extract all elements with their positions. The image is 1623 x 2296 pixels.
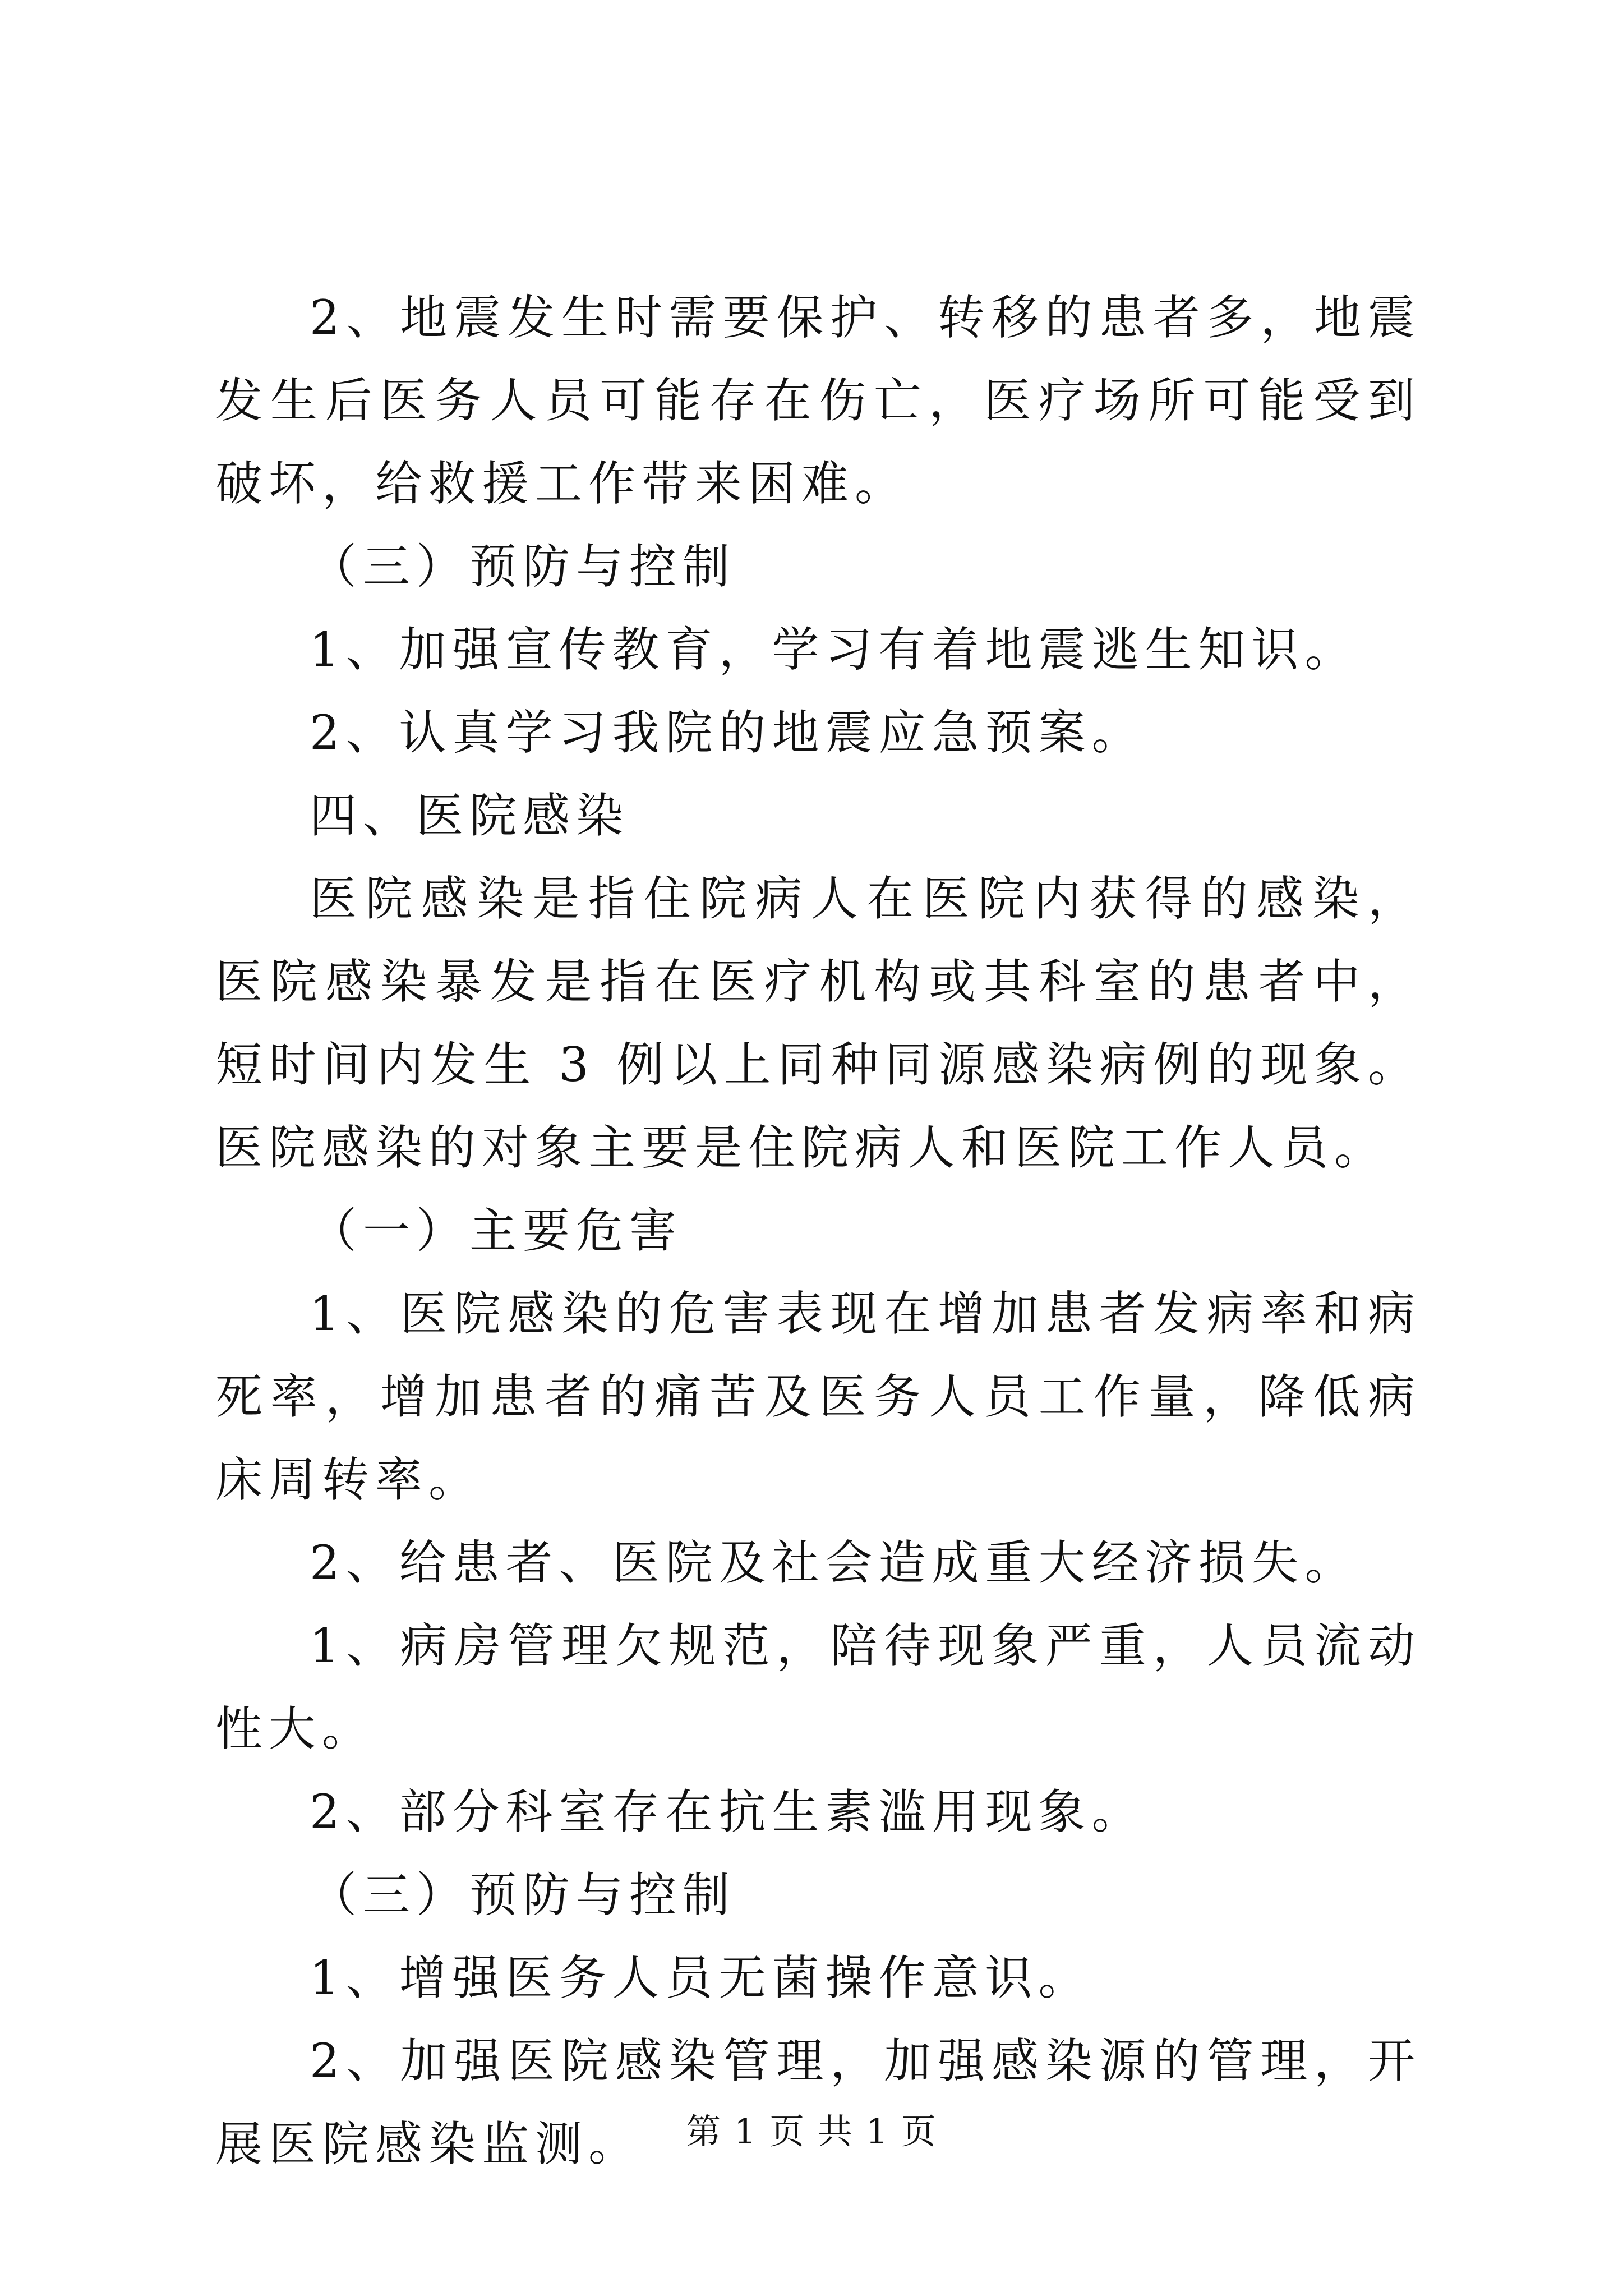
paragraph-infection-management: 2、加强医院感染管理，加强感染源的管理，开展医院感染监测。 [215, 2033, 1421, 2171]
document-body [215, 276, 1421, 2185]
paragraph-infection-definition: 医院感染是指住院病人在医院内获得的感染，医院感染暴发是指在医疗机构或其科室的患者中，短时间内发生 3 例以上同种同源感染病例的现象。医院感染的对象主要是住院病人和医院工作人员。 [215, 871, 1421, 1175]
paragraph-ward-management: 1、病房管理欠规范，陪待现象严重，人员流动性大。 [215, 1618, 1421, 1756]
paragraph-education: 1、加强宣传教育，学习有着地震逃生知识。 [310, 622, 1358, 677]
heading-infection-prevention: （三）预防与控制 [310, 1867, 736, 1922]
paragraph-sterile-operation: 1、增强医务人员无菌操作意识。 [310, 1950, 1092, 2005]
section-heading-hospital-infection: 四、医院感染 [310, 788, 630, 843]
paragraph-earthquake-risk: 2、地震发生时需要保护、转移的患者多，地震发生后医务人员可能存在伤亡，医疗场所可能受到破坏，给救援工作带来困难。 [215, 290, 1421, 511]
paragraph-hazard-two: 2、给患者、医院及社会造成重大经济损失。 [310, 1535, 1358, 1590]
paragraph-hazard-one: 1、医院感染的危害表现在增加患者发病率和病死率，增加患者的痛苦及医务人员工作量，降低病床周转率。 [215, 1286, 1421, 1507]
heading-main-hazards: （一）主要危害 [310, 1203, 683, 1258]
page-footer: 第 1 页 共 1 页 [686, 2111, 937, 2152]
paragraph-antibiotic-misuse: 2、部分科室存在抗生素滥用现象。 [310, 1784, 1145, 1839]
paragraph-earthquake-plan: 2、认真学习我院的地震应急预案。 [310, 705, 1145, 760]
heading-earthquake-prevention: （三）预防与控制 [310, 539, 736, 594]
